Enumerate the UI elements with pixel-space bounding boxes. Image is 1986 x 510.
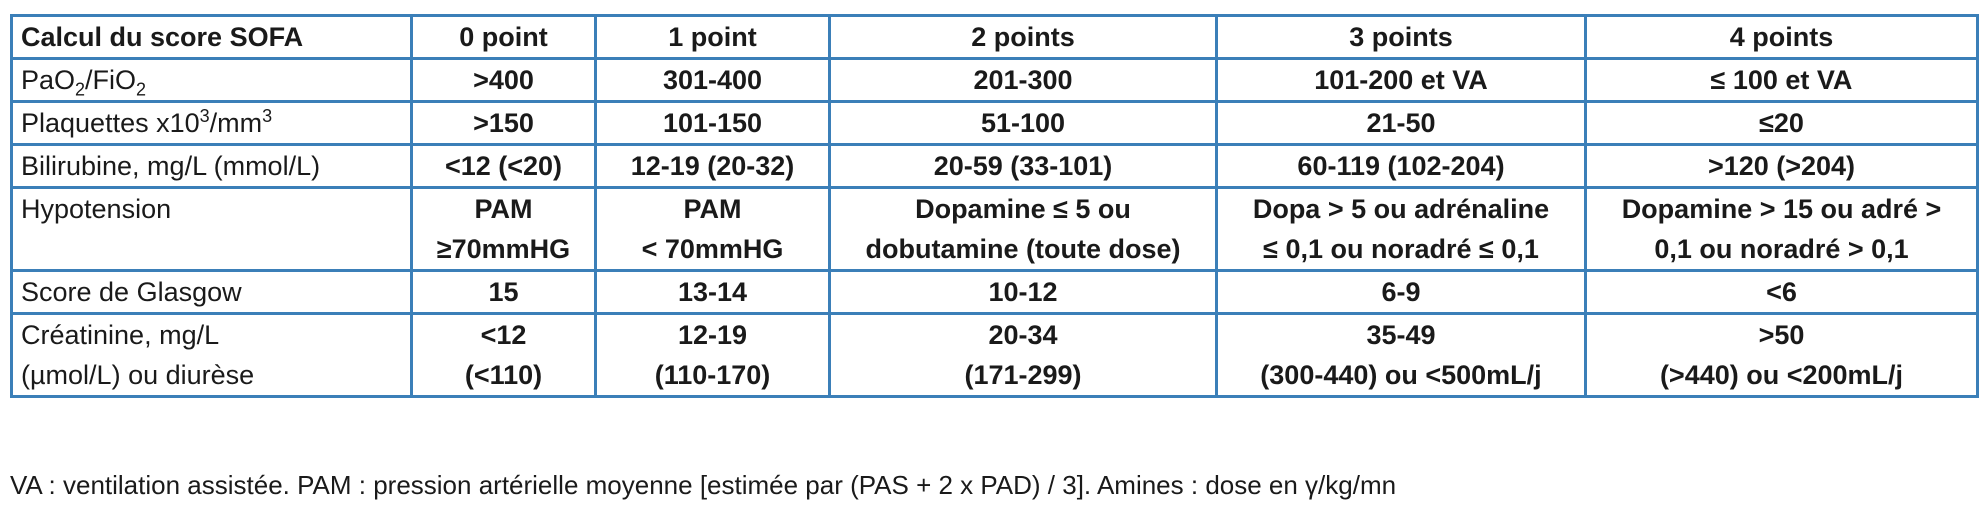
cell-line: 101-150 — [662, 108, 763, 138]
cell-line: Dopa > 5 ou adrénaline — [1252, 194, 1550, 224]
row-label-pao2-fio2 — [12, 59, 412, 102]
cell-line: (>440) ou <200mL/j — [1659, 360, 1904, 390]
cell-bilirubine-0 — [412, 145, 596, 188]
cell-creatinine-2 — [830, 314, 1217, 397]
cell-bilirubine-1 — [596, 145, 830, 188]
cell-line: (300-440) ou <500mL/j — [1260, 360, 1542, 390]
cell-plaquettes-4 — [1586, 102, 1978, 145]
cell-pao2-3 — [1217, 59, 1586, 102]
cell-line: 0,1 ou noradré > 0,1 — [1654, 234, 1909, 264]
header-col-4-points: 4 points — [1586, 16, 1978, 59]
cell-line: <12 (<20) — [444, 151, 563, 181]
cell-line: 35-49 — [1366, 320, 1436, 350]
cell-line: PAM — [683, 194, 742, 224]
cell-glasgow-1 — [596, 271, 830, 314]
cell-line: Dopamine > 15 ou adré > — [1621, 194, 1942, 224]
cell-pao2-1 — [596, 59, 830, 102]
label-subscript: 2 — [75, 79, 86, 100]
cell-creatinine-1 — [596, 314, 830, 397]
cell-bilirubine-3 — [1217, 145, 1586, 188]
cell-line: 10-12 — [988, 277, 1058, 307]
table-row-bilirubine — [12, 145, 1978, 188]
table-header-row — [12, 16, 1978, 59]
cell-line: dobutamine (toute dose) — [865, 234, 1181, 264]
cell-line: 60-119 (102-204) — [1297, 151, 1505, 181]
table-footnote: VA : ventilation assistée. PAM : pression artérielle moyenne [estimée par (PAS + 2 x PAD) / 3]. Amines : dose en γ/kg/mn — [10, 470, 1397, 500]
cell-line: (110-170) — [654, 360, 771, 390]
label-line: Hypotension — [21, 194, 172, 224]
row-label-glasgow — [12, 271, 412, 314]
cell-pao2-0 — [412, 59, 596, 102]
cell-line: ≤20 — [1759, 108, 1804, 138]
cell-glasgow-4 — [1586, 271, 1978, 314]
cell-line: 20-59 (33-101) — [933, 151, 1113, 181]
header-col-1-point: 1 point — [596, 16, 830, 59]
cell-line: >50 — [1758, 320, 1805, 350]
cell-line: 201-300 — [973, 65, 1073, 95]
label-superscript: 3 — [199, 106, 210, 126]
cell-line: < 70mmHG — [641, 234, 784, 264]
label-subscript: 2 — [136, 79, 147, 100]
cell-glasgow-0 — [412, 271, 596, 314]
cell-line: 15 — [488, 277, 519, 307]
cell-plaquettes-1 — [596, 102, 830, 145]
cell-bilirubine-4 — [1586, 145, 1978, 188]
cell-bilirubine-2 — [830, 145, 1217, 188]
header-col-3-points: 3 points — [1217, 16, 1586, 59]
label-line: (µmol/L) ou diurèse — [21, 360, 255, 390]
cell-line: >400 — [473, 65, 534, 95]
cell-hypotension-2 — [830, 188, 1217, 271]
cell-plaquettes-3 — [1217, 102, 1586, 145]
cell-line: 301-400 — [662, 65, 763, 95]
table-row-pao2-fio2 — [12, 59, 1978, 102]
header-label-cell: Calcul du score SOFA — [12, 16, 412, 59]
cell-plaquettes-2 — [830, 102, 1217, 145]
cell-creatinine-3 — [1217, 314, 1586, 397]
label-line: Créatinine, mg/L — [21, 320, 220, 350]
cell-line: (171-299) — [964, 360, 1082, 390]
cell-pao2-4 — [1586, 59, 1978, 102]
header-col-2-points: 2 points — [830, 16, 1217, 59]
sofa-score-table-container — [10, 14, 1976, 398]
cell-line: >120 (>204) — [1707, 151, 1856, 181]
label-line: Score de Glasgow — [21, 277, 242, 307]
row-label-hypotension — [12, 188, 412, 271]
cell-line: Dopamine ≤ 5 ou — [915, 194, 1131, 224]
row-label-bilirubine — [12, 145, 412, 188]
cell-creatinine-0 — [412, 314, 596, 397]
cell-line: 21-50 — [1366, 108, 1436, 138]
table-row-glasgow — [12, 271, 1978, 314]
cell-line: ≤ 100 et VA — [1710, 65, 1853, 95]
table-row-plaquettes — [12, 102, 1978, 145]
cell-plaquettes-0 — [412, 102, 596, 145]
cell-line: 101-200 et VA — [1314, 65, 1488, 95]
cell-line: PAM — [474, 194, 533, 224]
cell-hypotension-0 — [412, 188, 596, 271]
cell-hypotension-1 — [596, 188, 830, 271]
label-superscript: 3 — [262, 106, 273, 126]
cell-line: 20-34 — [988, 320, 1058, 350]
cell-line: ≤ 0,1 ou noradré ≤ 0,1 — [1263, 234, 1539, 264]
table-row-hypotension — [12, 188, 1978, 271]
cell-creatinine-4 — [1586, 314, 1978, 397]
cell-line: 12-19 — [677, 320, 748, 350]
table-row-creatinine — [12, 314, 1978, 397]
label-line: Bilirubine, mg/L (mmol/L) — [21, 151, 321, 181]
cell-pao2-2 — [830, 59, 1217, 102]
label-part: /FiO — [85, 65, 137, 95]
cell-line: 13-14 — [677, 277, 748, 307]
label-part: Plaquettes x10 — [21, 108, 200, 138]
cell-hypotension-3 — [1217, 188, 1586, 271]
cell-line: 12-19 (20-32) — [630, 151, 795, 181]
cell-line: >150 — [473, 108, 534, 138]
cell-line: ≥70mmHG — [436, 234, 571, 264]
cell-glasgow-3 — [1217, 271, 1586, 314]
row-label-plaquettes — [12, 102, 412, 145]
cell-line: (<110) — [464, 360, 543, 390]
sofa-score-table — [10, 14, 1979, 398]
cell-line: <12 — [480, 320, 527, 350]
label-part: /mm — [209, 108, 263, 138]
cell-glasgow-2 — [830, 271, 1217, 314]
cell-line: 51-100 — [980, 108, 1066, 138]
label-part: PaO — [21, 65, 76, 95]
cell-line: <6 — [1766, 277, 1797, 307]
header-col-0-points: 0 point — [412, 16, 596, 59]
cell-line: 6-9 — [1381, 277, 1421, 307]
row-label-creatinine — [12, 314, 412, 397]
cell-hypotension-4 — [1586, 188, 1978, 271]
